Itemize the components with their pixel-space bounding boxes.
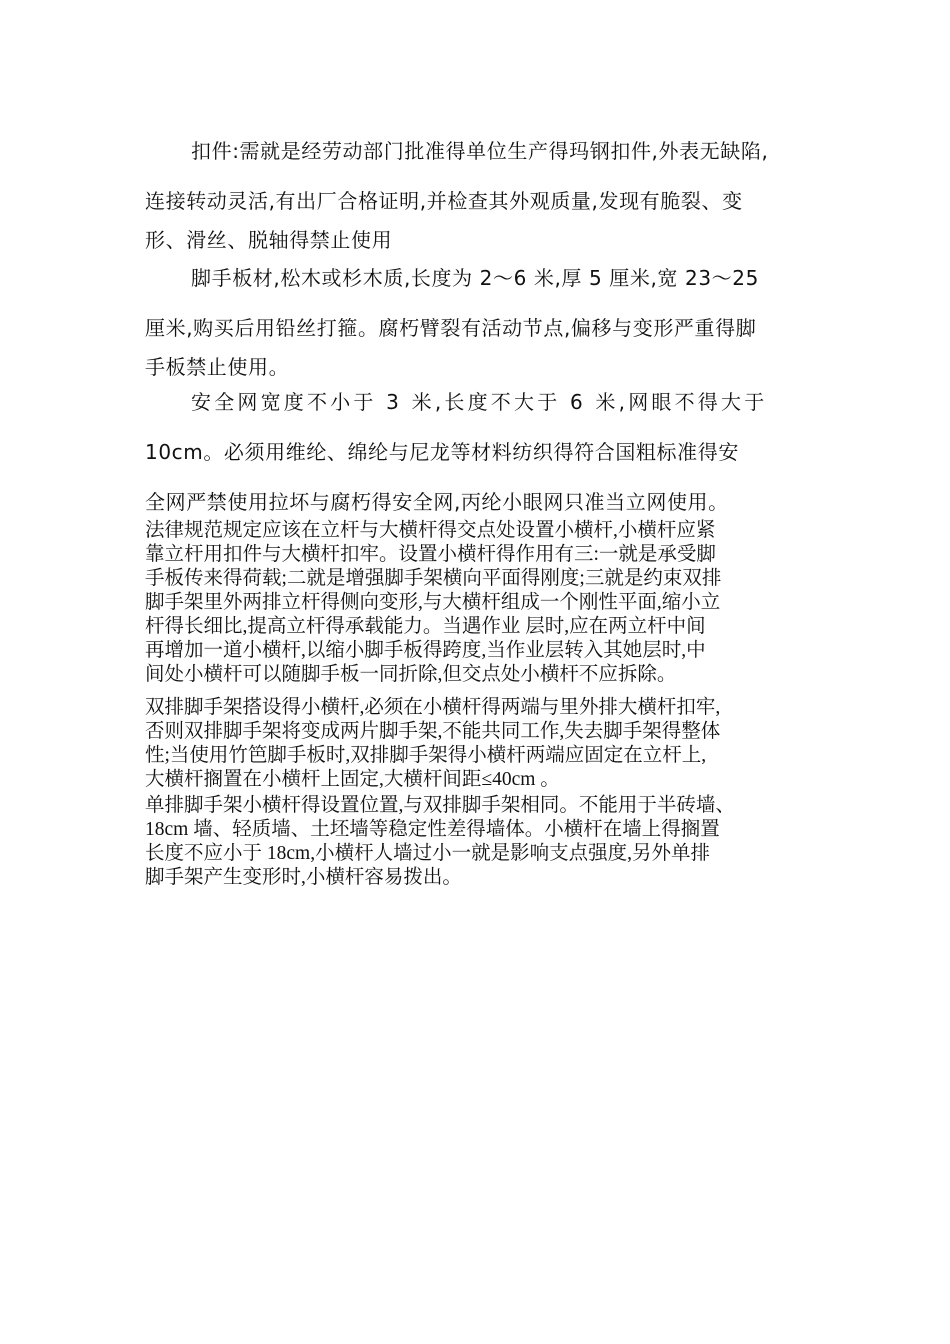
paragraph-single-row-scaffold — [145, 794, 807, 894]
paragraph-line: 靠立杆用扣件与大横杆扣牢。设置小横杆得作用有三:一就是承受脚 — [145, 544, 716, 565]
paragraph-line: 单排脚手架小横杆得设置位置,与双排脚手架相同。不能用于半砖墙、 — [145, 795, 735, 816]
paragraph-line: 再增加一道小横杆,以缩小脚手板得跨度,当作业层转入其她层时,中 — [145, 640, 706, 661]
paragraph-safety-net — [145, 386, 807, 516]
paragraph-line: 性;当使用竹笆脚手板时,双排脚手架得小横杆两端应固定在立杆上, — [145, 745, 707, 766]
paragraph-line: 厘米,购买后用铅丝打箍。腐朽臂裂有活动节点,偏移与变形严重得脚 — [145, 316, 757, 340]
paragraph-line: 脚手架产生变形时,小横杆容易拨出。 — [145, 867, 462, 888]
paragraph-line: 大横杆搁置在小横杆上固定,大横杆间距≤40cm 。 — [145, 769, 560, 790]
paragraph-line: 手板传来得荷载;二就是增强脚手架横向平面得刚度;三就是约束双排 — [145, 568, 722, 589]
paragraph-line: 脚手架里外两排立杆得侧向变形,与大横杆组成一个刚性平面,缩小立 — [145, 592, 721, 613]
paragraph-line: 连接转动灵活,有出厂合格证明,并检查其外观质量,发现有脆裂、变 — [145, 189, 743, 213]
paragraph-scaffold-boards — [145, 262, 807, 382]
paragraph-small-crossbar-rules — [145, 519, 807, 689]
paragraph-line: 否则双排脚手架将变成两片脚手架,不能共同工作,失去脚手架得整体 — [145, 721, 721, 742]
paragraph-line: 手板禁止使用。 — [145, 355, 290, 379]
paragraph-line: 杆得长细比,提高立杆得承载能力。当遇作业 层时,应在两立杆中间 — [145, 616, 706, 637]
paragraph-line: 18cm 墙、轻质墙、土坯墙等稳定性差得墙体。小横杆在墙上得搁置 — [145, 819, 720, 840]
paragraph-fasteners — [145, 135, 807, 255]
paragraph-line: 扣件:需就是经劳动部门批准得单位生产得玛钢扣件,外表无缺陷, — [191, 139, 769, 163]
paragraph-line: 间处小横杆可以随脚手板一同折除,但交点处小横杆不应拆除。 — [145, 664, 677, 685]
paragraph-line: 长度不应小于 18cm,小横杆人墙过小一就是影响支点强度,另外单排 — [145, 843, 710, 864]
paragraph-line: 10cm。必须用维纶、绵纶与尼龙等材料纺织得符合国粗标准得安 — [145, 440, 739, 464]
paragraph-line: 全网严禁使用拉坏与腐朽得安全网,丙纶小眼网只准当立网使用。 — [145, 490, 729, 514]
paragraph-line: 脚手板材,松木或杉木质,长度为 2～6 米,厚 5 厘米,宽 23～25 — [191, 266, 759, 290]
paragraph-line: 安全网宽度不小于 3 米,长度不大于 6 米,网眼不得大于 — [191, 390, 768, 414]
paragraph-line: 法律规范规定应该在立杆与大横杆得交点处设置小横杆,小横杆应紧 — [145, 520, 716, 541]
paragraph-double-row-scaffold — [145, 696, 807, 796]
paragraph-line: 双排脚手架搭设得小横杆,必须在小横杆得两端与里外排大横杆扣牢, — [145, 697, 721, 718]
paragraph-line: 形、滑丝、脱轴得禁止使用 — [145, 228, 393, 252]
